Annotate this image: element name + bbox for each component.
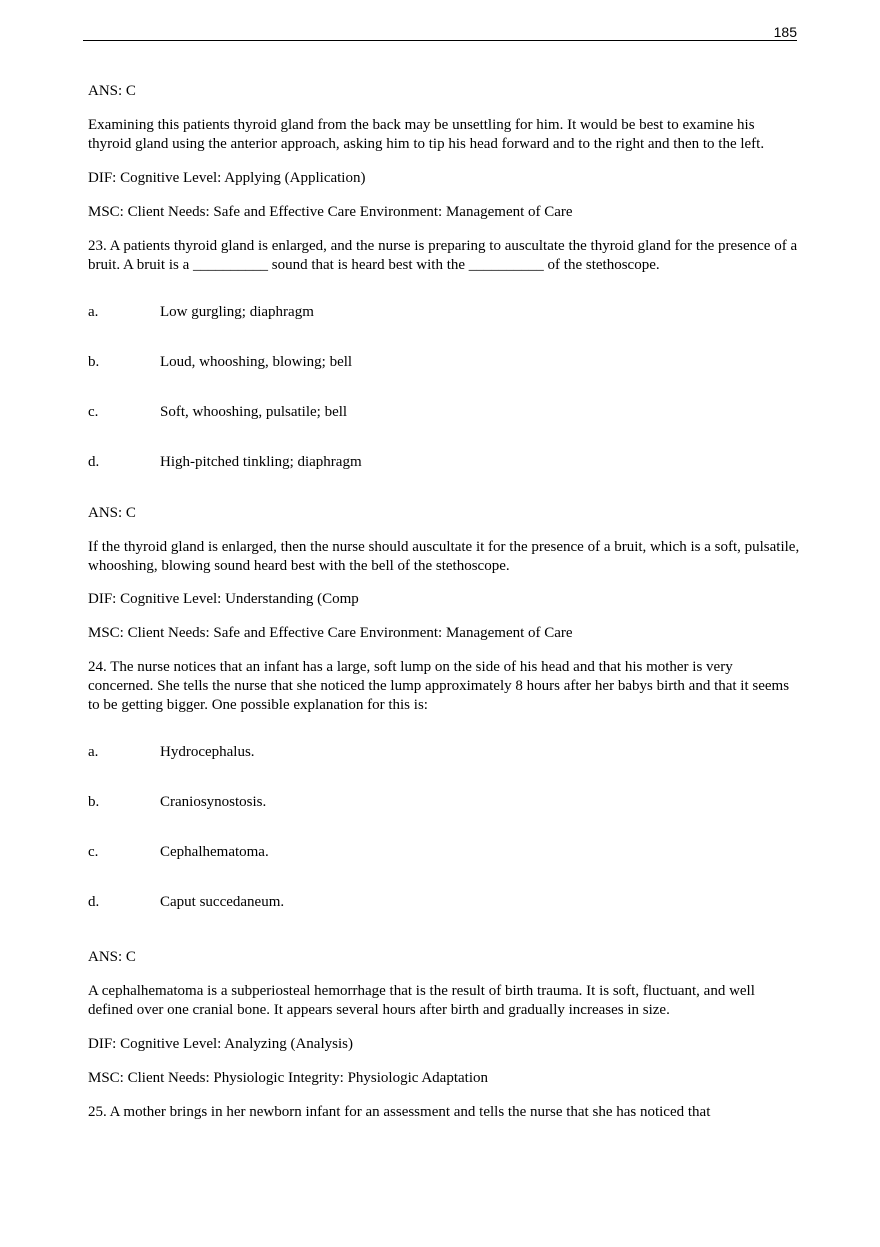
q23-option-a (88, 303, 800, 322)
q23-option-c (88, 403, 800, 422)
option-text: Low gurgling; diaphragm (160, 304, 314, 320)
q24-option-d (88, 893, 800, 912)
q24-option-c (88, 843, 800, 862)
option-text: Craniosynostosis. (160, 794, 267, 810)
q23-option-b (88, 353, 800, 372)
page-content (88, 82, 800, 1122)
option-letter: d. (88, 454, 100, 470)
option-letter: c. (88, 844, 99, 860)
q23-answer: ANS: C (88, 505, 136, 521)
q24-difficulty: DIF: Cognitive Level: Analyzing (Analysis) (88, 1036, 353, 1052)
option-text: High-pitched tinkling; diaphragm (160, 454, 362, 470)
q25-stem: 25. A mother brings in her newborn infant for an assessment and tells the nurse that she has noticed that (88, 1104, 711, 1120)
q23-stem: 23. A patients thyroid gland is enlarged, and the nurse is preparing to auscultate the thyroid gland for the presence of a bruit. A bruit is a __________ sound that is heard best with the __________ of the stethoscope. (88, 238, 798, 273)
q24-client-needs: MSC: Client Needs: Physiologic Integrity: Physiologic Adaptation (88, 1070, 488, 1086)
option-letter: a. (88, 744, 99, 760)
q22-answer: ANS: C (88, 83, 136, 99)
q23-client-needs: MSC: Client Needs: Safe and Effective Care Environment: Management of Care (88, 625, 573, 641)
q22-difficulty: DIF: Cognitive Level: Applying (Application) (88, 170, 366, 186)
option-letter: d. (88, 894, 100, 910)
q22-rationale: Examining this patients thyroid gland from the back may be unsettling for him. It would be best to examine his thyroid gland using the anterior approach, asking him to tip his head forward and to the right and then to the left. (88, 117, 765, 152)
option-text: Cephalhematoma. (160, 844, 269, 860)
q24-stem: 24. The nurse notices that an infant has a large, soft lump on the side of his head and that his mother is very concerned. She tells the nurse that she noticed the lump approximately 8 hours after her babys birth and that it seems to be getting bigger. One possible explanation for this is: (88, 659, 790, 713)
q24-option-b (88, 793, 800, 812)
option-letter: b. (88, 354, 100, 370)
page-number: 185 (773, 24, 797, 40)
q24-option-a (88, 743, 800, 762)
q24-rationale: A cephalhematoma is a subperiosteal hemorrhage that is the result of birth trauma. It is soft, fluctuant, and well defined over one cranial bone. It appears several hours after birth and gradually increases in size. (88, 983, 755, 1018)
option-text: Hydrocephalus. (160, 744, 255, 760)
option-letter: c. (88, 404, 99, 420)
option-text: Loud, whooshing, blowing; bell (160, 354, 353, 370)
q24-options (88, 743, 800, 912)
q23-option-d (88, 453, 800, 472)
header-rule (83, 40, 797, 41)
option-text: Soft, whooshing, pulsatile; bell (160, 404, 348, 420)
option-text: Caput succedaneum. (160, 894, 285, 910)
q23-options (88, 303, 800, 472)
q24-answer: ANS: C (88, 949, 136, 965)
option-letter: b. (88, 794, 100, 810)
option-letter: a. (88, 304, 99, 320)
q22-client-needs: MSC: Client Needs: Safe and Effective Care Environment: Management of Care (88, 204, 573, 220)
q23-rationale: If the thyroid gland is enlarged, then the nurse should auscultate it for the presence of a bruit, which is a soft, pulsatile, whooshing, blowing sound heard best with the bell of the stethoscope. (88, 539, 800, 574)
q23-difficulty: DIF: Cognitive Level: Understanding (Comp (88, 591, 359, 607)
